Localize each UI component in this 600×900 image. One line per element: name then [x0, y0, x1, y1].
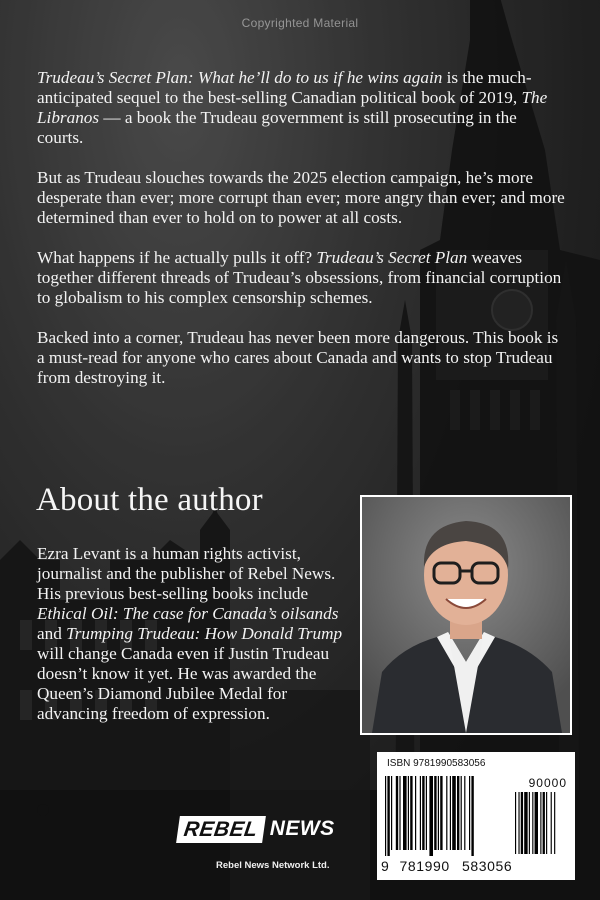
- blurb-paragraph-2: But as Trudeau slouches towards the 2025 election campaign, he’s more desperate than ever; more corrupt than ever; more angry than ever; and more determined than ever to hold on to power at all costs.: [37, 168, 565, 227]
- book-title-italic: Trudeau’s Secret Plan: What he’ll do to us if he wins again: [37, 68, 443, 87]
- blurb-paragraph-4: Backed into a corner, Trudeau has never been more dangerous. This book is a must-read for anyone who cares about Canada and wants to stop Trudeau from destroying it.: [37, 328, 559, 387]
- book-title-italic: Ethical Oil: The case for Canada’s oilsands: [37, 604, 339, 623]
- blurb-paragraph-3: [37, 248, 567, 308]
- blurb-text: weaves together different threads of Trudeau’s obsessions, from financial corruption to globalism to his complex censorship schemes.: [37, 248, 562, 307]
- price-code: 90000: [528, 776, 567, 790]
- about-author-heading: About the author: [36, 482, 263, 518]
- author-name: Ezra Levant: [37, 544, 121, 563]
- book-title-italic: The Libranos: [37, 88, 548, 127]
- author-portrait-illustration: [362, 497, 570, 733]
- logo-news: NEWS: [269, 817, 335, 840]
- isbn-barcode: [377, 752, 575, 880]
- author-photo: [360, 495, 572, 735]
- barcode-digits: [381, 858, 569, 874]
- copyright-watermark: Copyrighted Material: [241, 16, 359, 30]
- blurb-text: What happens if he actually pulls it off?: [37, 248, 317, 267]
- addon-barcode-bars: [515, 792, 567, 854]
- blurb-text: — a book the Trudeau government is still prosecuting in the courts.: [37, 108, 517, 147]
- book-title-italic: Trumping Trudeau: How Donald Trump: [66, 624, 343, 643]
- book-blurb: [37, 68, 567, 408]
- blurb-paragraph-1: [37, 68, 567, 148]
- bio-text: will change Canada even if Justin Trudeau doesn’t know it yet. He was awarded the Queen’s Diamond Jubilee Medal for advancing freedom of expression.: [37, 644, 330, 723]
- rebel-news-logo: [178, 814, 335, 844]
- blurb-text: is the much-anticipated sequel to the best-selling Canadian political book of 2019,: [37, 68, 532, 107]
- bio-text: and: [37, 624, 67, 643]
- barcode-bars: [385, 776, 505, 856]
- isbn-number: ISBN 9781990583056: [387, 758, 486, 769]
- book-title-italic: Trudeau’s Secret Plan: [316, 248, 468, 267]
- publisher-name: Rebel News Network Ltd.: [216, 860, 330, 871]
- bio-text: is a human rights activist, journalist and the publisher of Rebel News. His previous best-selling books include: [37, 544, 336, 603]
- barcode-digit-group-2: 583056: [462, 858, 513, 874]
- barcode-digit-first: 9: [381, 858, 390, 874]
- barcode-digit-group-1: 781990: [399, 858, 450, 874]
- author-bio: [37, 544, 357, 724]
- logo-rebel: REBEL: [176, 816, 265, 843]
